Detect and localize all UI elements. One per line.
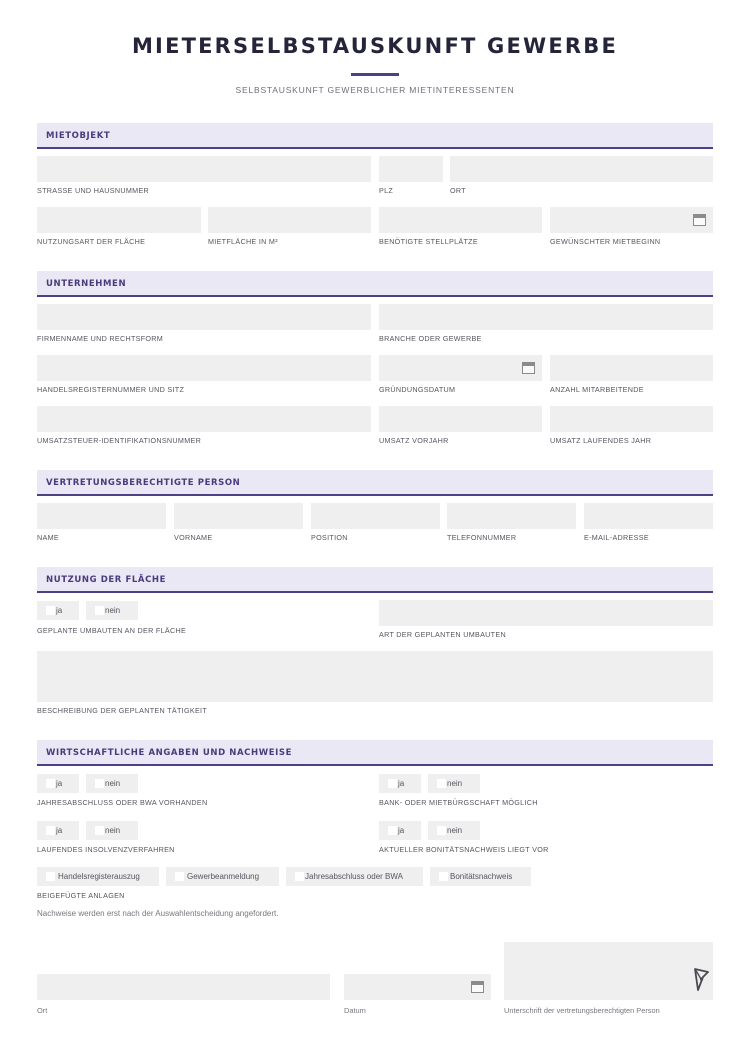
beschreibung-label: BESCHREIBUNG DER GEPLANTEN TÄTIGKEIT bbox=[37, 706, 208, 715]
anlage-label: Jahresabschluss oder BWA bbox=[305, 872, 403, 881]
strasse-field[interactable] bbox=[37, 156, 371, 182]
checkbox-box[interactable] bbox=[388, 779, 397, 788]
checkbox-box[interactable] bbox=[175, 872, 184, 881]
insolvenz-nein-checkbox[interactable] bbox=[86, 821, 138, 840]
section-vertretung bbox=[37, 470, 713, 496]
nutzungsart-label: NUTZUNGSART DER FLÄCHE bbox=[37, 237, 146, 246]
checkbox-box[interactable] bbox=[46, 826, 55, 835]
checkbox-box[interactable] bbox=[46, 872, 55, 881]
buergschaft-label: BANK- ODER MIETBÜRGSCHAFT MÖGLICH bbox=[379, 798, 538, 807]
mitarbeitende-field[interactable] bbox=[550, 355, 713, 381]
anlagen-label: BEIGEFÜGTE ANLAGEN bbox=[37, 891, 125, 900]
checkbox-box[interactable] bbox=[295, 872, 304, 881]
section-unternehmen bbox=[37, 271, 713, 297]
art-umbauten-field[interactable] bbox=[379, 600, 713, 626]
mietflaeche-field[interactable] bbox=[208, 207, 371, 233]
checkbox-box[interactable] bbox=[439, 872, 448, 881]
option-label: ja bbox=[398, 779, 405, 788]
umsatz-vorjahr-label: UMSATZ VORJAHR bbox=[379, 436, 449, 445]
checkbox-box[interactable] bbox=[95, 826, 104, 835]
name-label: NAME bbox=[37, 533, 59, 542]
jahresabschluss-ja-checkbox[interactable] bbox=[37, 774, 79, 793]
option-label: ja bbox=[56, 606, 63, 615]
hinweis-text: Nachweise werden erst nach der Auswahlentscheidung angefordert. bbox=[37, 909, 279, 918]
datum-label: Datum bbox=[344, 1006, 366, 1015]
jahresabschluss-nein-checkbox[interactable] bbox=[86, 774, 138, 793]
pen-nib-icon bbox=[692, 967, 710, 993]
option-label: ja bbox=[56, 779, 63, 788]
mietbeginn-label: GEWÜNSCHTER MIETBEGINN bbox=[550, 237, 661, 246]
checkbox-box[interactable] bbox=[388, 826, 397, 835]
bonitaet-label: AKTUELLER BONITÄTSNACHWEIS LIEGT VOR bbox=[379, 845, 549, 854]
mietflaeche-label: MIETFLÄCHE IN M² bbox=[208, 237, 278, 246]
buergschaft-ja-checkbox[interactable] bbox=[379, 774, 421, 793]
buergschaft-nein-checkbox[interactable] bbox=[428, 774, 480, 793]
anlage-handelsregister-checkbox[interactable] bbox=[37, 867, 159, 886]
signature-field[interactable] bbox=[504, 942, 713, 1000]
ustid-field[interactable] bbox=[37, 406, 371, 432]
anlage-bonitaet-checkbox[interactable] bbox=[430, 867, 531, 886]
ort-label: ORT bbox=[450, 186, 466, 195]
ustid-label: UMSATZSTEUER-IDENTIFIKATIONSNUMMER bbox=[37, 436, 202, 445]
jahresabschluss-label: JAHRESABSCHLUSS ODER BWA VORHANDEN bbox=[37, 798, 208, 807]
position-field[interactable] bbox=[311, 503, 440, 529]
email-label: E-MAIL-ADRESSE bbox=[584, 533, 649, 542]
position-label: POSITION bbox=[311, 533, 348, 542]
option-label: nein bbox=[105, 779, 121, 788]
option-label: ja bbox=[398, 826, 405, 835]
anlage-jahresabschluss-checkbox[interactable] bbox=[286, 867, 423, 886]
calendar-icon[interactable] bbox=[693, 214, 706, 226]
stellplaetze-label: BENÖTIGTE STELLPLÄTZE bbox=[379, 237, 478, 246]
branche-label: BRANCHE ODER GEWERBE bbox=[379, 334, 482, 343]
plz-field[interactable] bbox=[379, 156, 443, 182]
gruendung-date-field[interactable] bbox=[379, 355, 542, 381]
anlage-label: Gewerbeanmeldung bbox=[187, 872, 260, 881]
page-title: MIETERSELBSTAUSKUNFT GEWERBE bbox=[131, 34, 619, 58]
calendar-icon[interactable] bbox=[471, 981, 484, 993]
section-title: MIETOBJEKT bbox=[46, 131, 111, 141]
bonitaet-nein-checkbox[interactable] bbox=[428, 821, 480, 840]
checkbox-box[interactable] bbox=[95, 779, 104, 788]
section-title: NUTZUNG DER FLÄCHE bbox=[46, 575, 167, 585]
calendar-icon[interactable] bbox=[522, 362, 535, 374]
section-title: WIRTSCHAFTLICHE ANGABEN UND NACHWEISE bbox=[46, 748, 293, 758]
umsatz-vorjahr-field[interactable] bbox=[379, 406, 542, 432]
umbauten-ja-checkbox[interactable] bbox=[37, 601, 79, 620]
beschreibung-textarea[interactable] bbox=[37, 651, 713, 702]
mietbeginn-date-field[interactable] bbox=[550, 207, 713, 233]
checkbox-box[interactable] bbox=[437, 826, 446, 835]
unterschrift-label: Unterschrift der vertretungsberechtigten Person bbox=[504, 1006, 660, 1015]
checkbox-box[interactable] bbox=[95, 606, 104, 615]
checkbox-box[interactable] bbox=[46, 779, 55, 788]
stellplaetze-field[interactable] bbox=[379, 207, 542, 233]
telefon-label: TELEFONNUMMER bbox=[447, 533, 517, 542]
umsatz-laufend-label: UMSATZ LAUFENDES JAHR bbox=[550, 436, 652, 445]
checkbox-box[interactable] bbox=[46, 606, 55, 615]
section-mietobjekt bbox=[37, 123, 713, 149]
art-umbauten-label: ART DER GEPLANTEN UMBAUTEN bbox=[379, 630, 506, 639]
datum-date-field[interactable] bbox=[344, 974, 491, 1000]
umsatz-laufend-field[interactable] bbox=[550, 406, 713, 432]
umbauten-nein-checkbox[interactable] bbox=[86, 601, 138, 620]
option-label: nein bbox=[105, 826, 121, 835]
umbauten-label: GEPLANTE UMBAUTEN AN DER FLÄCHE bbox=[37, 626, 187, 635]
ort-signature-field[interactable] bbox=[37, 974, 330, 1000]
checkbox-box[interactable] bbox=[437, 779, 446, 788]
gruendung-label: GRÜNDUNGSDATUM bbox=[379, 385, 456, 394]
vorname-field[interactable] bbox=[174, 503, 303, 529]
title-divider bbox=[351, 73, 399, 76]
name-field[interactable] bbox=[37, 503, 166, 529]
ort-signature-label: Ort bbox=[37, 1006, 48, 1015]
anlage-gewerbeanmeldung-checkbox[interactable] bbox=[166, 867, 279, 886]
section-title: UNTERNEHMEN bbox=[46, 279, 127, 289]
telefon-field[interactable] bbox=[447, 503, 576, 529]
page-subtitle: SELBSTAUSKUNFT GEWERBLICHER MIETINTERESSENTEN bbox=[235, 85, 515, 95]
firmenname-field[interactable] bbox=[37, 304, 371, 330]
branche-field[interactable] bbox=[379, 304, 713, 330]
plz-label: PLZ bbox=[379, 186, 394, 195]
firmenname-label: FIRMENNAME UND RECHTSFORM bbox=[37, 334, 164, 343]
handelsregister-label: HANDELSREGISTERNUMMER UND SITZ bbox=[37, 385, 185, 394]
mitarbeitende-label: ANZAHL MITARBEITENDE bbox=[550, 385, 644, 394]
anlage-label: Bonitätsnachweis bbox=[450, 872, 513, 881]
section-title: VERTRETUNGSBERECHTIGTE PERSON bbox=[46, 478, 241, 488]
email-field[interactable] bbox=[584, 503, 713, 529]
anlage-label: Handelsregisterauszug bbox=[58, 872, 140, 881]
insolvenz-ja-checkbox[interactable] bbox=[37, 821, 79, 840]
ort-field[interactable] bbox=[450, 156, 713, 182]
section-nutzung bbox=[37, 567, 713, 593]
option-label: ja bbox=[56, 826, 63, 835]
section-wirtschaft bbox=[37, 740, 713, 766]
nutzungsart-field[interactable] bbox=[37, 207, 201, 233]
bonitaet-ja-checkbox[interactable] bbox=[379, 821, 421, 840]
vorname-label: VORNAME bbox=[174, 533, 213, 542]
insolvenz-label: LAUFENDES INSOLVENZVERFAHREN bbox=[37, 845, 175, 854]
strasse-label: STRASSE UND HAUSNUMMER bbox=[37, 186, 150, 195]
option-label: nein bbox=[105, 606, 121, 615]
handelsregister-field[interactable] bbox=[37, 355, 371, 381]
option-label: nein bbox=[447, 826, 463, 835]
option-label: nein bbox=[447, 779, 463, 788]
